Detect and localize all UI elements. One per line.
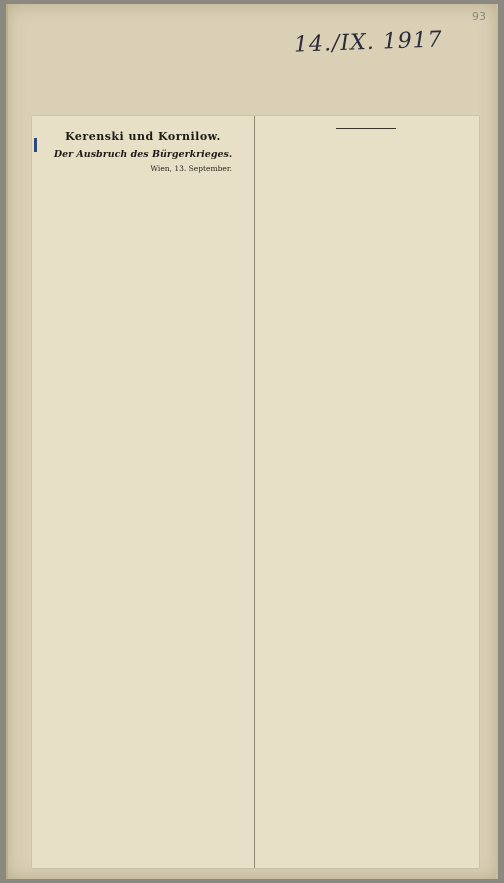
column-divider	[254, 116, 255, 868]
article-headline: Kerenski und Kornilow.	[65, 130, 221, 143]
article-end-rule	[336, 128, 396, 129]
article-left-column	[40, 130, 246, 175]
handwritten-date: 14./IX. 1917	[293, 27, 444, 58]
blue-margin-marker	[34, 138, 37, 152]
page-number: 93	[472, 10, 486, 23]
article-dateline: Wien, 13. September.	[150, 164, 232, 173]
article-subheadline: Der Ausbruch des Bürgerkrieges.	[53, 149, 233, 160]
newspaper-clipping	[32, 116, 479, 868]
article-right-column	[262, 122, 470, 129]
scanned-page	[6, 4, 498, 879]
